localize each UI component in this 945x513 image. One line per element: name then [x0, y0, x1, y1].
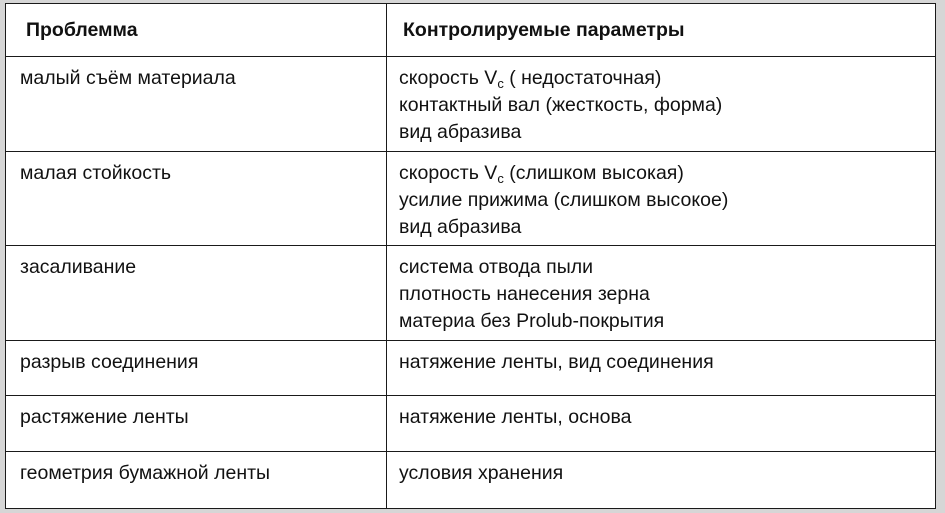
param-line: материа без Prolub-покрытия	[399, 310, 665, 333]
param-line: условия хранения	[399, 461, 564, 484]
params-cell	[387, 246, 936, 341]
header-cell-params	[387, 4, 936, 57]
params-cell	[387, 396, 936, 451]
params-cell	[387, 451, 936, 508]
param-line: вид абразива	[399, 215, 522, 238]
problem-text: разрыв соединения	[20, 350, 199, 373]
problem-cell	[6, 451, 387, 508]
param-line: скорость $V_c$ ( недостаточная)	[399, 67, 662, 91]
header-problem: Проблемма	[26, 19, 138, 41]
header-params: Контролируемые параметры	[403, 19, 685, 41]
table-row	[6, 151, 936, 246]
param-line: система отвода пыли	[399, 256, 594, 279]
params-cell	[387, 151, 936, 246]
problem-text: геометрия бумажной ленты	[20, 461, 271, 484]
header-row	[6, 4, 936, 57]
param-line: усилие прижима (слишком высокое)	[399, 188, 729, 211]
params-cell	[387, 57, 936, 152]
problem-cell	[6, 151, 387, 246]
header-cell-problem	[6, 4, 387, 57]
table-row	[6, 57, 936, 152]
problem-cell	[6, 396, 387, 451]
params-cell	[387, 340, 936, 395]
param-line: плотность нанесения зерна	[399, 283, 650, 306]
problem-text: малый съём материала	[20, 67, 236, 89]
param-line: натяжение ленты, вид соединения	[399, 350, 714, 373]
problem-text: засаливание	[20, 256, 137, 279]
table-row	[6, 396, 936, 451]
problem-cell	[6, 340, 387, 395]
param-line: контактный вал (жесткость, форма)	[399, 94, 723, 116]
param-line: скорость $V_c$ (слишком высокая)	[399, 161, 684, 186]
problem-cell	[6, 246, 387, 341]
problem-text: малая стойкость	[20, 161, 172, 184]
param-line: натяжение ленты, основа	[399, 406, 632, 429]
problem-cell	[6, 57, 387, 152]
param-line: вид абразива	[399, 121, 522, 143]
problems-parameters-table	[5, 3, 936, 509]
table-row	[6, 340, 936, 395]
problem-text: растяжение ленты	[20, 406, 189, 429]
table-row	[6, 246, 936, 341]
table-row	[6, 451, 936, 508]
